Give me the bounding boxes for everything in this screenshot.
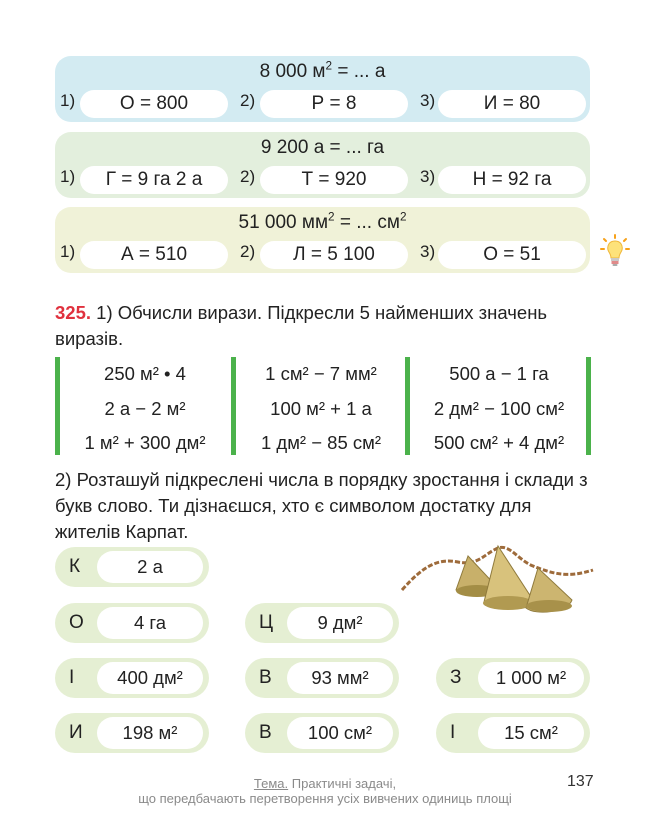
answer-option-3[interactable]: Н = 92 га: [438, 166, 586, 194]
expression: 2 а − 2 м²: [104, 398, 186, 419]
lightbulb-icon: [600, 234, 630, 270]
answer-option-1[interactable]: А = 510: [80, 241, 228, 269]
value: 4 га: [97, 607, 203, 639]
letter: О: [69, 612, 84, 633]
letter: И: [69, 722, 83, 743]
task-325-part1: 325. 1) Обчисли вирази. Підкресли 5 найменших значень виразів.: [55, 302, 548, 349]
option-number: 2): [240, 167, 256, 186]
letter: І: [69, 667, 75, 688]
green-divider: [586, 357, 591, 455]
value: 198 м²: [97, 717, 203, 749]
answer-option-2[interactable]: Т = 920: [260, 166, 408, 194]
expression: 1 дм² − 85 см²: [260, 432, 382, 453]
conversion-task-2-title: 9 200 а = ... га: [260, 137, 385, 158]
green-divider: [405, 357, 410, 455]
option-number: 3): [420, 91, 436, 110]
value: 15 см²: [478, 717, 584, 749]
option-number: 3): [420, 167, 436, 186]
letter-card[interactable]: [436, 658, 590, 698]
value: 400 дм²: [97, 662, 203, 694]
option-number: 2): [240, 242, 256, 261]
option-number: 1): [60, 91, 76, 110]
letter: З: [450, 667, 462, 688]
expression: 500 см² + 4 дм²: [433, 432, 565, 453]
answer-option-3[interactable]: О = 51: [438, 241, 586, 269]
option-number: 2): [240, 91, 256, 110]
value: 100 см²: [287, 717, 393, 749]
letter-card[interactable]: [55, 658, 209, 698]
green-divider: [231, 357, 236, 455]
option-number: 3): [420, 242, 436, 261]
letter: І: [450, 722, 456, 743]
conversion-task-2: [55, 132, 590, 198]
letter-card[interactable]: [436, 713, 590, 753]
bells-illustration: [398, 538, 598, 624]
expression: 1 м² + 300 дм²: [84, 432, 206, 453]
value: 1 000 м²: [478, 662, 584, 694]
green-divider: [55, 357, 60, 455]
letter-card[interactable]: [55, 603, 209, 643]
task-number: 325.: [55, 302, 92, 323]
letter: Ц: [259, 612, 274, 633]
task-325-part2: 2) Розташуй підкреслені числа в порядку зростання і склади з букв слово. Ти дізнаєшся, хто є символом достатку для жителів Карпат.: [55, 469, 588, 542]
value: 2 а: [97, 551, 203, 583]
option-number: 1): [60, 167, 76, 186]
topic-label: Тема.: [253, 776, 289, 791]
letter-card[interactable]: [245, 603, 399, 643]
conversion-task-3: [55, 207, 590, 273]
value: 9 дм²: [287, 607, 393, 639]
expressions-column-1: [61, 357, 229, 455]
page-number: 137: [567, 773, 594, 790]
conversion-task-1: [55, 56, 590, 122]
answer-option-1[interactable]: Г = 9 га 2 а: [80, 166, 228, 194]
footer-topic-line2: що передбачають перетворення усіх вивчених одиниць площі: [138, 791, 512, 806]
expression: 1 см² − 7 мм²: [265, 363, 377, 384]
letter: К: [69, 556, 81, 577]
option-number: 1): [60, 242, 76, 261]
answer-option-2[interactable]: Р = 8: [260, 90, 408, 118]
letter-card[interactable]: [55, 547, 209, 587]
expression: 2 дм² − 100 см²: [433, 398, 565, 419]
expressions-column-3: [413, 357, 585, 455]
conversion-task-3-title: 51 000 $мм^2$ = ... $см^2$: [238, 210, 407, 233]
expressions-column-2: [237, 357, 405, 455]
value: 93 мм²: [287, 662, 393, 694]
answer-option-1[interactable]: О = 800: [80, 90, 228, 118]
footer-topic: Тема. Практичні задачі,: [253, 776, 397, 791]
expression: 250 м² • 4: [104, 363, 186, 384]
letter: В: [259, 667, 272, 688]
expressions-table: [55, 357, 591, 455]
letter-card[interactable]: [245, 713, 399, 753]
answer-option-3[interactable]: И = 80: [438, 90, 586, 118]
answer-option-2[interactable]: Л = 5 100: [260, 241, 408, 269]
letter-card[interactable]: [55, 713, 209, 753]
letter: В: [259, 722, 272, 743]
expression: 500 а − 1 га: [449, 363, 549, 384]
letter-card[interactable]: [245, 658, 399, 698]
expression: 100 м² + 1 а: [270, 398, 372, 419]
conversion-task-1-title: 8 000 $м^2$ = ... а: [259, 59, 386, 82]
